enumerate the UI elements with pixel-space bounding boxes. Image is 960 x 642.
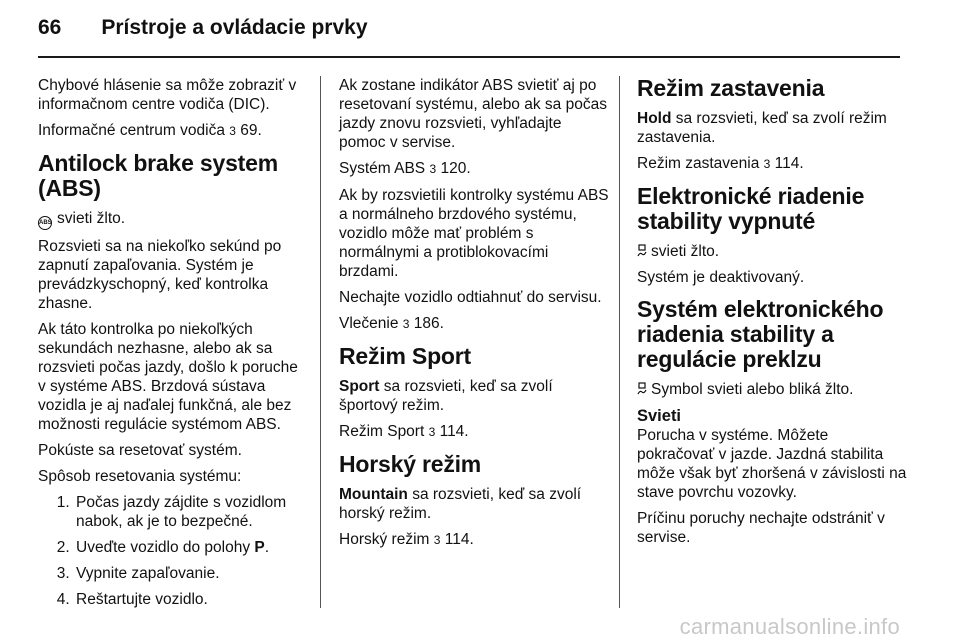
watermark: carmanualsonline.info	[679, 614, 900, 639]
heading-abs: Antilock brake system (ABS)	[38, 150, 278, 201]
paragraph: Ak táto kontrolka po niekoľkých sekundách nezhasne, alebo ak sa rozsvieti počas jazdy, došlo k poruche v systéme ABS. Brzdová sústava vozidla je aj naďalej funkčná, ale bez možnosti regulácie systémom ABS.	[38, 321, 298, 433]
paragraph: Nechajte vozidlo odtiahnuť do servisu.	[339, 289, 602, 306]
sport-label: Sport	[339, 378, 380, 395]
paragraph-ref	[339, 159, 609, 179]
ref-text: Režim zastavenia	[637, 155, 760, 172]
paragraph: Rozsvieti sa na niekoľko sekúnd po zapnutí zapaľovania. Systém je prevádzkyschopný, keď kontrolka zhasne.	[38, 238, 282, 312]
ref-text: Systém ABS	[339, 160, 426, 177]
paragraph: Ak by rozsvietili kontrolky systému ABS a normálneho brzdového systému, vozidlo môže mať problém s normálnymi a protiblokovacími brzdami.	[339, 187, 609, 280]
esc-off-status-line	[637, 242, 907, 261]
paragraph: Systém je deaktivovaný.	[637, 269, 805, 286]
mountain-label: Mountain	[339, 486, 408, 503]
column-1	[38, 76, 308, 616]
header-rule	[38, 56, 900, 58]
paragraph: Chybové hlásenie sa môže zobraziť v informačnom centre vodiča (DIC).	[38, 77, 297, 113]
column-3	[637, 76, 907, 554]
ref-page: 186.	[413, 315, 444, 332]
ref-text: Horský režim	[339, 531, 430, 548]
esc-status-line	[637, 380, 907, 399]
paragraph-ref	[339, 530, 609, 550]
heading-hold: Režim zastavenia	[637, 75, 825, 101]
hold-paragraph	[637, 109, 907, 147]
column-divider-2	[619, 76, 620, 608]
heading-esc: Systém elektronického riadenia stability a regulácie preklzu	[637, 296, 884, 372]
paragraph: Porucha v systéme. Môžete pokračovať v jazde. Jazdná stabilita môže však byť zhoršená v závislosti na stave povrchu vozovky.	[637, 427, 907, 501]
page-ref-icon: 3	[763, 157, 771, 171]
ref-page: 114.	[439, 423, 469, 440]
esc-off-warning-icon	[637, 244, 647, 257]
ref-page: 69.	[240, 122, 262, 139]
paragraph-ref	[38, 121, 308, 141]
heading-mountain: Horský režim	[339, 451, 482, 477]
ref-page: 120.	[440, 160, 471, 177]
column-2	[339, 76, 609, 557]
page-ref-icon: 3	[428, 425, 436, 439]
page-ref-icon: 3	[429, 162, 437, 176]
list-item: 3. Vypnite zapaľovanie.	[74, 564, 308, 583]
ref-text: Informačné centrum vodiča	[38, 122, 225, 139]
paragraph-ref	[339, 314, 609, 334]
list-item: 1. Počas jazdy zájdite s vozidlom nabok, ak je to bezpečné.	[74, 493, 308, 531]
page-ref-icon: 3	[402, 317, 410, 331]
sport-text: sa rozsvieti, keď sa zvolí športový režim.	[339, 378, 553, 414]
esc-off-status-text: svieti žlto.	[651, 243, 720, 260]
ref-text: Režim Sport	[339, 423, 425, 440]
step-punct: .	[264, 539, 270, 556]
list-item: 4. Reštartujte vozidlo.	[74, 590, 308, 609]
heading-sport: Režim Sport	[339, 343, 471, 369]
reset-steps-list	[38, 493, 308, 609]
ref-text: Vlečenie	[339, 315, 399, 332]
ref-page: 114.	[444, 531, 474, 548]
paragraph: Príčinu poruchy nechajte odstrániť v servise.	[637, 510, 885, 546]
hold-text: sa rozsvieti, keď sa zvolí režim zastavenia.	[637, 110, 887, 146]
esc-status-text: Symbol svieti alebo bliká žlto.	[651, 381, 854, 398]
page-ref-icon: 3	[229, 124, 236, 138]
heading-svieti: Svieti	[637, 407, 682, 425]
sport-paragraph	[339, 377, 609, 415]
paragraph: Pokúste sa resetovať systém.	[38, 442, 242, 459]
abs-status-line	[38, 209, 308, 230]
abs-warning-icon: ABS	[38, 216, 52, 230]
page-number: 66	[38, 16, 62, 39]
ref-page: 114.	[774, 155, 804, 172]
column-divider-1	[320, 76, 321, 608]
page-ref-icon: 3	[433, 533, 441, 547]
step-text: Uveďte vozidlo do polohy	[76, 539, 251, 556]
page-title: Prístroje a ovládacie prvky	[101, 16, 368, 39]
gear-position: P	[254, 539, 265, 556]
page-header	[38, 12, 368, 44]
hold-label: Hold	[637, 110, 672, 127]
paragraph: Spôsob resetovania systému:	[38, 468, 242, 485]
paragraph-ref	[637, 154, 907, 174]
heading-esc-off: Elektronické riadenie stability vypnuté	[637, 183, 865, 234]
mountain-paragraph	[339, 485, 609, 523]
list-item	[74, 538, 308, 557]
mountain-text: sa rozsvieti, keď sa zvolí horský režim.	[339, 486, 582, 522]
esc-warning-icon	[637, 382, 647, 395]
paragraph: Ak zostane indikátor ABS svietiť aj po resetovaní systému, alebo ak sa počas jazdy znovu rozsvieti, vyhľadajte pomoc v servise.	[339, 77, 607, 151]
paragraph-ref	[339, 422, 609, 442]
abs-status-text: svieti žlto.	[57, 210, 126, 227]
